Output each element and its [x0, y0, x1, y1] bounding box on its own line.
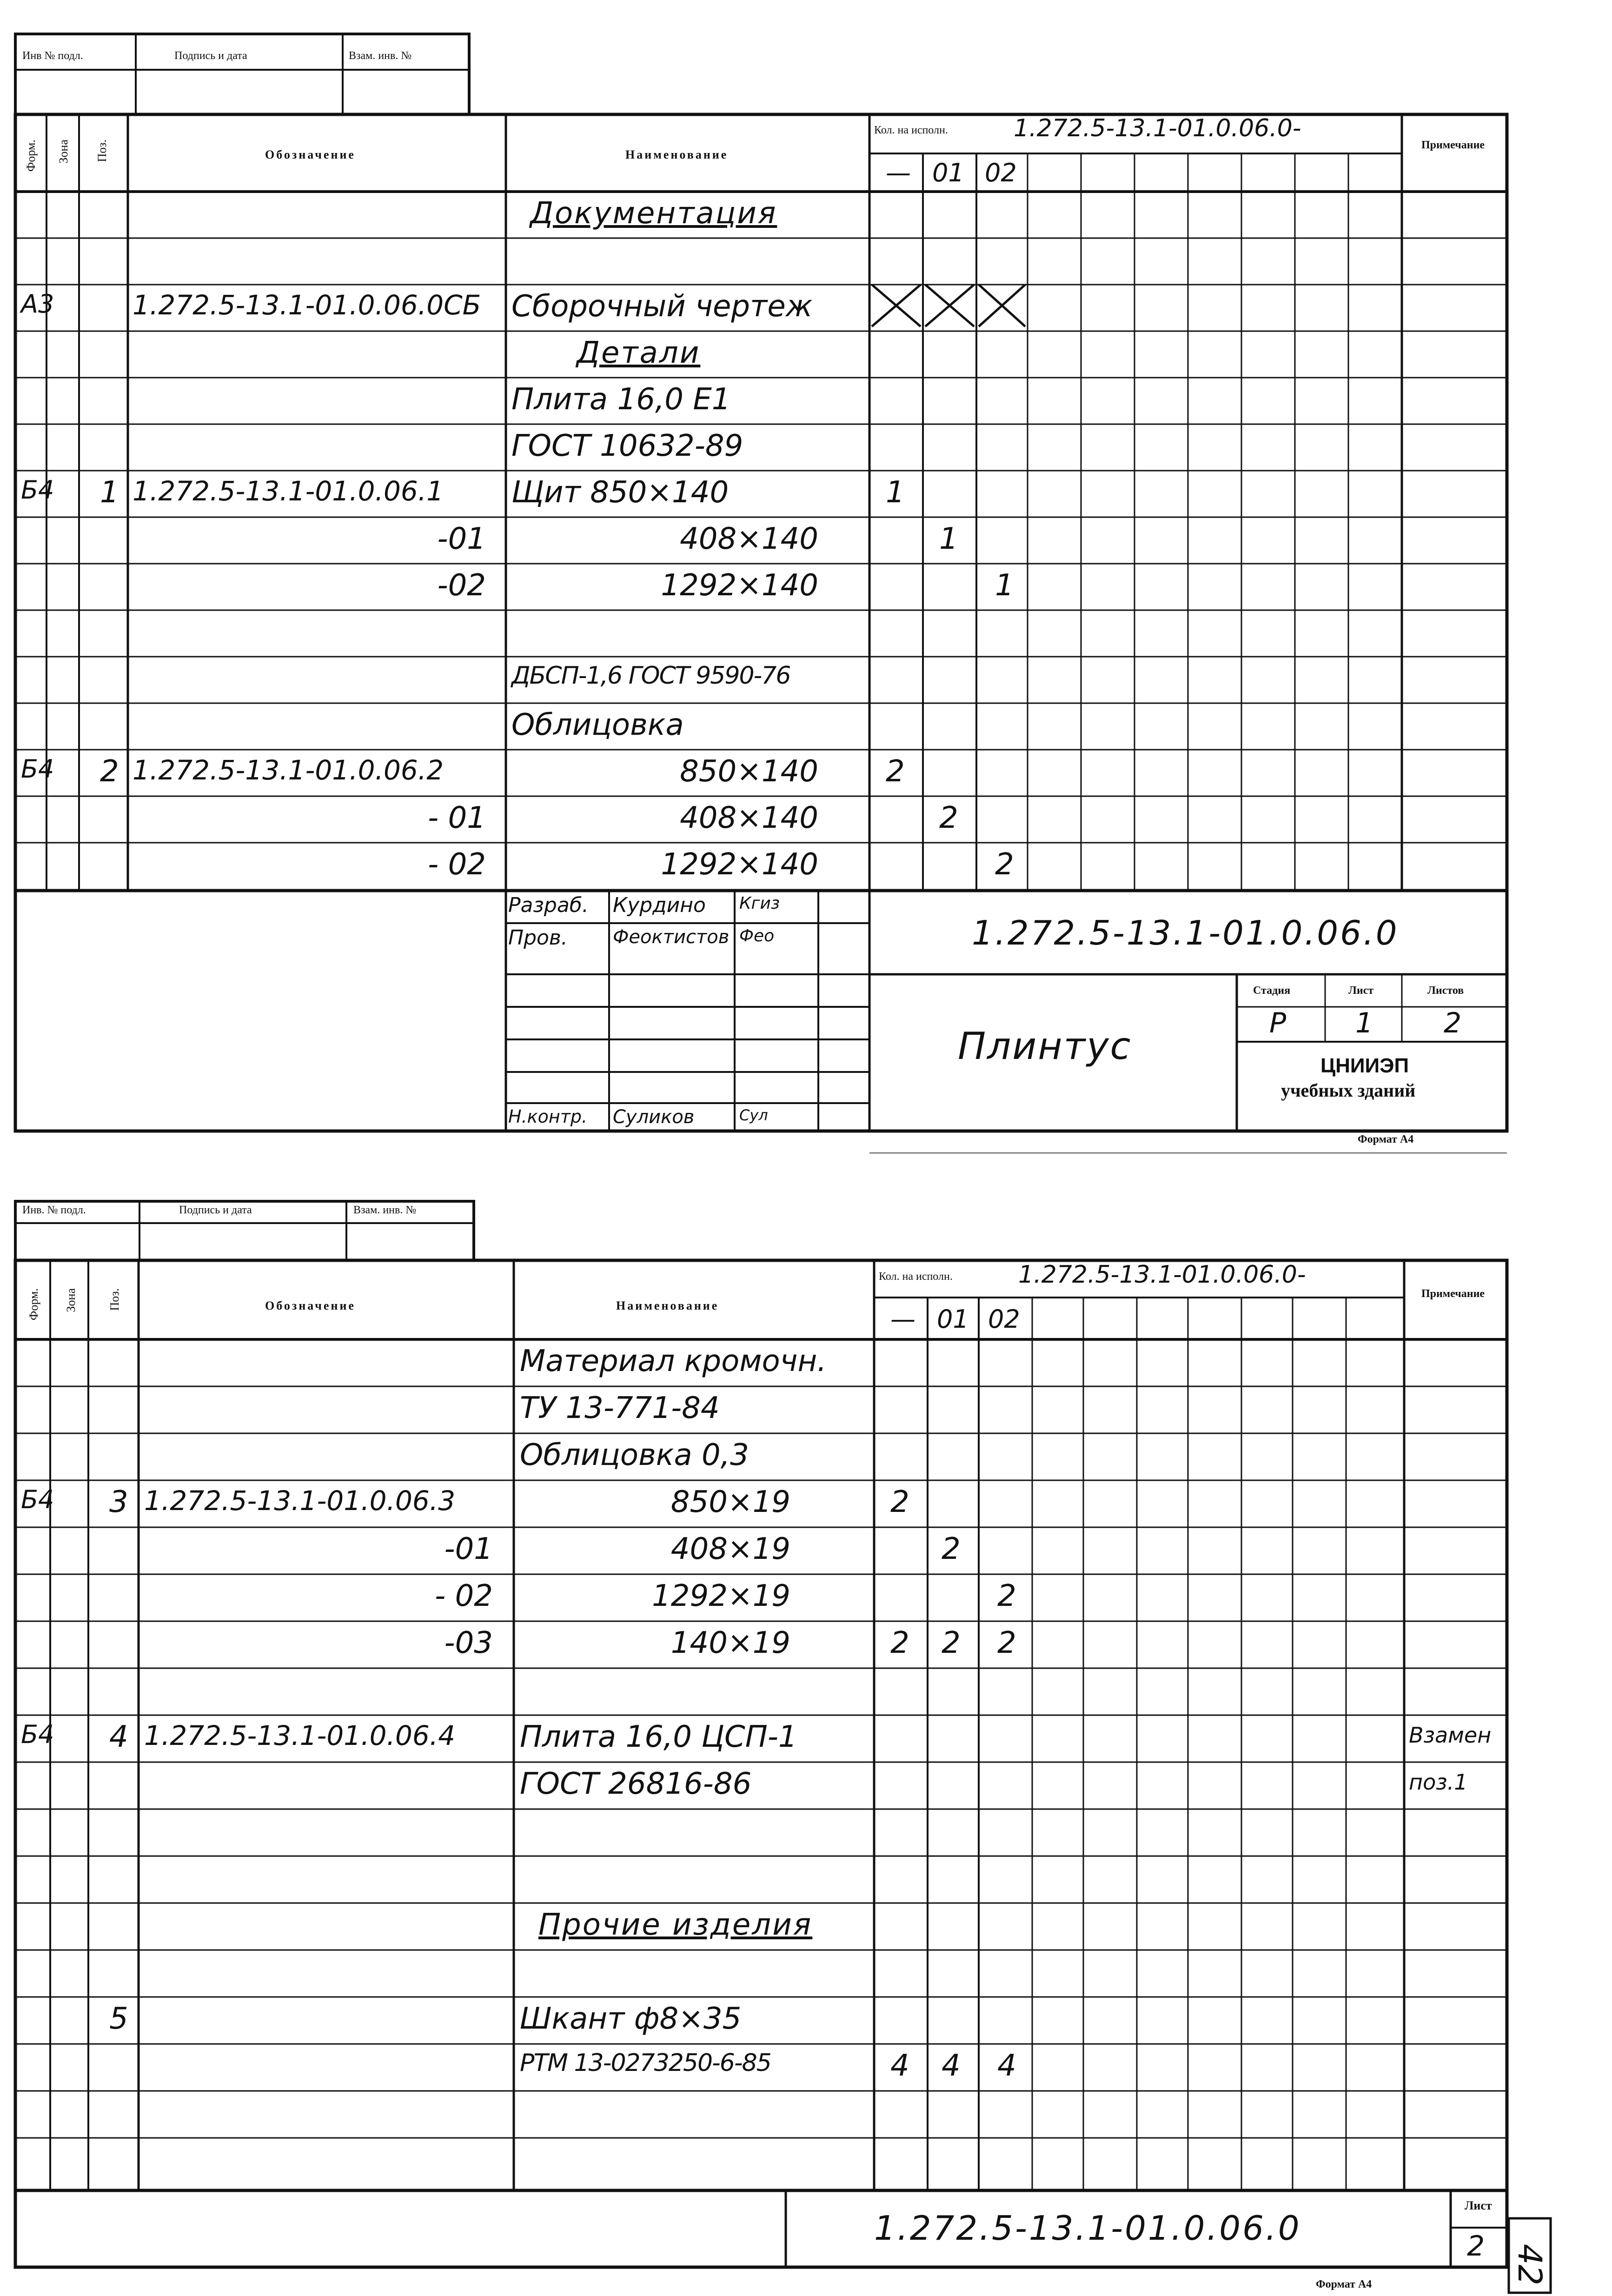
- row-qty-q1: 4: [942, 2049, 961, 2083]
- row-qty-q1: 2: [939, 801, 958, 835]
- row-designation: 1.272.5-13.1-01.0.06.1: [133, 475, 444, 507]
- designation-header-2: Обозначение: [265, 1299, 356, 1312]
- row-designation: - 02: [428, 847, 486, 882]
- row-name: 140×19: [670, 1626, 790, 1661]
- sheets-value: 2: [1444, 1007, 1462, 1039]
- row-note: Взамен: [1409, 1723, 1492, 1748]
- replace-inv-label: Взам. инв. №: [349, 50, 412, 62]
- sheet-value: 1: [1355, 1007, 1373, 1039]
- row-format: Б4: [21, 475, 54, 505]
- format-label-2: Формат А4: [1316, 2278, 1372, 2290]
- row-qty-q1: 1: [939, 522, 958, 556]
- row-name: Документация: [530, 196, 777, 231]
- row-name: Сборочный чертеж: [511, 289, 813, 324]
- checked-label: Пров.: [508, 926, 568, 950]
- row-position: 3: [109, 1485, 128, 1520]
- row-name: Плита 16,0 ЦСП-1: [520, 1720, 797, 1755]
- document-code: 1.272.5-13.1-01.0.06.0: [972, 913, 1399, 952]
- inv-no-label: Инв № подл.: [22, 50, 83, 62]
- sheets-label: Листов: [1427, 985, 1464, 997]
- row-name: 850×140: [680, 754, 818, 789]
- developed-label: Разраб.: [508, 893, 589, 917]
- row-qty-q0: 1: [886, 475, 905, 510]
- item-name: Плинтус: [958, 1025, 1132, 1068]
- norm-name: Суликов: [613, 1106, 695, 1128]
- document-code-2: 1.272.5-13.1-01.0.06.0: [874, 2209, 1301, 2248]
- row-format: Б4: [21, 1720, 54, 1750]
- row-designation: 1.272.5-13.1-01.0.06.3: [144, 1485, 456, 1517]
- row-name: Шкант ф8×35: [520, 2002, 742, 2036]
- row-format: Б4: [21, 754, 54, 784]
- row-designation: 1.272.5-13.1-01.0.06.2: [133, 754, 444, 786]
- sheet-value-2: 2: [1467, 2230, 1485, 2263]
- replace-inv-label-2: Взам. инв. №: [353, 1204, 417, 1216]
- row-position: 1: [100, 475, 119, 510]
- row-designation: 1.272.5-13.1-01.0.06.0СБ: [133, 289, 481, 321]
- row-name: ТУ 13-771-84: [520, 1391, 720, 1426]
- name-header: Наименование: [625, 148, 729, 161]
- variant-0-2: —: [890, 1304, 915, 1334]
- row-qty-q0: 2: [886, 754, 905, 789]
- form-header-2: Форм.: [27, 1288, 40, 1321]
- org-line-1: ЦНИИЭП: [1320, 1054, 1409, 1077]
- row-designation: -01: [437, 522, 486, 556]
- row-name: 408×140: [680, 801, 818, 835]
- row-name: 850×19: [670, 1485, 790, 1520]
- row-name: Материал кромочн.: [520, 1344, 827, 1379]
- variant-1-2: 01: [937, 1304, 969, 1334]
- row-name: 1292×140: [661, 847, 818, 882]
- qty-label-2: Кол. на исполн.: [879, 1271, 953, 1283]
- sign-date-label-2: Подпись и дата: [179, 1204, 252, 1216]
- note-header: Примечание: [1421, 139, 1485, 151]
- row-qty-q2: 2: [997, 1579, 1016, 1614]
- zone-header-2: Зона: [64, 1288, 78, 1312]
- row-designation: 1.272.5-13.1-01.0.06.4: [144, 1720, 456, 1752]
- row-position: 5: [109, 2002, 128, 2036]
- row-name: 408×19: [670, 1532, 790, 1567]
- checked-name: Феоктистов: [613, 926, 730, 948]
- stage-value: Р: [1269, 1007, 1287, 1039]
- row-name: Плита 16,0 Е1: [511, 382, 731, 417]
- row-qty-q2: 1: [995, 568, 1014, 603]
- row-position: 2: [100, 754, 119, 789]
- row-name: ГОСТ 26816-86: [520, 1767, 752, 1802]
- row-qty-q1: 2: [942, 1532, 961, 1567]
- norm-label: Н.контр.: [508, 1106, 588, 1127]
- row-format: Б4: [21, 1485, 54, 1515]
- name-header-2: Наименование: [616, 1299, 719, 1312]
- row-qty-q1: 2: [942, 1626, 961, 1661]
- row-note: поз.1: [1409, 1770, 1468, 1795]
- inv-no-label-2: Инв. № подл.: [22, 1204, 86, 1216]
- norm-sign: Сул: [739, 1106, 768, 1124]
- row-qty-q0: 2: [890, 1626, 909, 1661]
- row-designation: - 02: [435, 1579, 493, 1614]
- qty-code: 1.272.5-13.1-01.0.06.0-: [1014, 114, 1301, 142]
- qty-label: Кол. на исполн.: [874, 124, 948, 136]
- row-name: Облицовка 0,3: [520, 1438, 749, 1473]
- stage-label: Стадия: [1253, 985, 1291, 997]
- variant-2-2: 02: [988, 1304, 1020, 1334]
- variant-1: 01: [932, 158, 964, 187]
- row-name: 408×140: [680, 522, 818, 556]
- row-designation: - 01: [428, 801, 486, 835]
- pos-header-2: Поз.: [108, 1288, 121, 1311]
- row-qty-q0: 4: [890, 2049, 909, 2083]
- row-name: ГОСТ 10632-89: [511, 429, 743, 463]
- row-qty-q0: 2: [890, 1485, 909, 1520]
- row-name: 1292×19: [652, 1579, 790, 1614]
- row-name: Прочие изделия: [538, 1908, 813, 1943]
- row-qty-q2: 2: [995, 847, 1014, 882]
- qty-code-2: 1.272.5-13.1-01.0.06.0-: [1018, 1261, 1306, 1289]
- row-name: Детали: [577, 336, 701, 370]
- row-name: 1292×140: [661, 568, 818, 603]
- org-line-2: учебных зданий: [1281, 1080, 1416, 1101]
- variant-0: —: [886, 158, 911, 187]
- row-position: 4: [109, 1720, 128, 1755]
- row-format: А3: [21, 289, 54, 319]
- format-label-1: Формат А4: [1358, 1133, 1414, 1145]
- row-designation: -02: [437, 568, 486, 603]
- sheet-label-2: Лист: [1465, 2199, 1492, 2212]
- note-header-2: Примечание: [1421, 1288, 1485, 1300]
- checked-sign: Фео: [739, 926, 775, 945]
- sheet-label: Лист: [1348, 985, 1374, 997]
- row-name: Облицовка: [511, 708, 684, 742]
- developed-sign: Кгиз: [739, 894, 780, 913]
- row-name: Щит 850×140: [511, 475, 729, 510]
- row-qty-q2: 2: [997, 1626, 1016, 1661]
- developed-name: Курдино: [613, 893, 706, 917]
- pos-header: Поз.: [95, 140, 109, 162]
- designation-header: Обозначение: [265, 148, 356, 161]
- sign-date-label: Подпись и дата: [174, 50, 247, 62]
- form-header: Форм.: [24, 140, 38, 172]
- zone-header: Зона: [57, 140, 70, 164]
- row-designation: -01: [444, 1532, 493, 1567]
- row-name: ДБСП-1,6 ГОСТ 9590-76: [511, 662, 790, 690]
- row-qty-q2: 4: [997, 2049, 1016, 2083]
- page-number: 42: [1511, 2244, 1549, 2286]
- variant-2: 02: [985, 158, 1017, 187]
- row-name: РТМ 13-0273250-6-85: [520, 2049, 771, 2077]
- row-designation: -03: [444, 1626, 493, 1661]
